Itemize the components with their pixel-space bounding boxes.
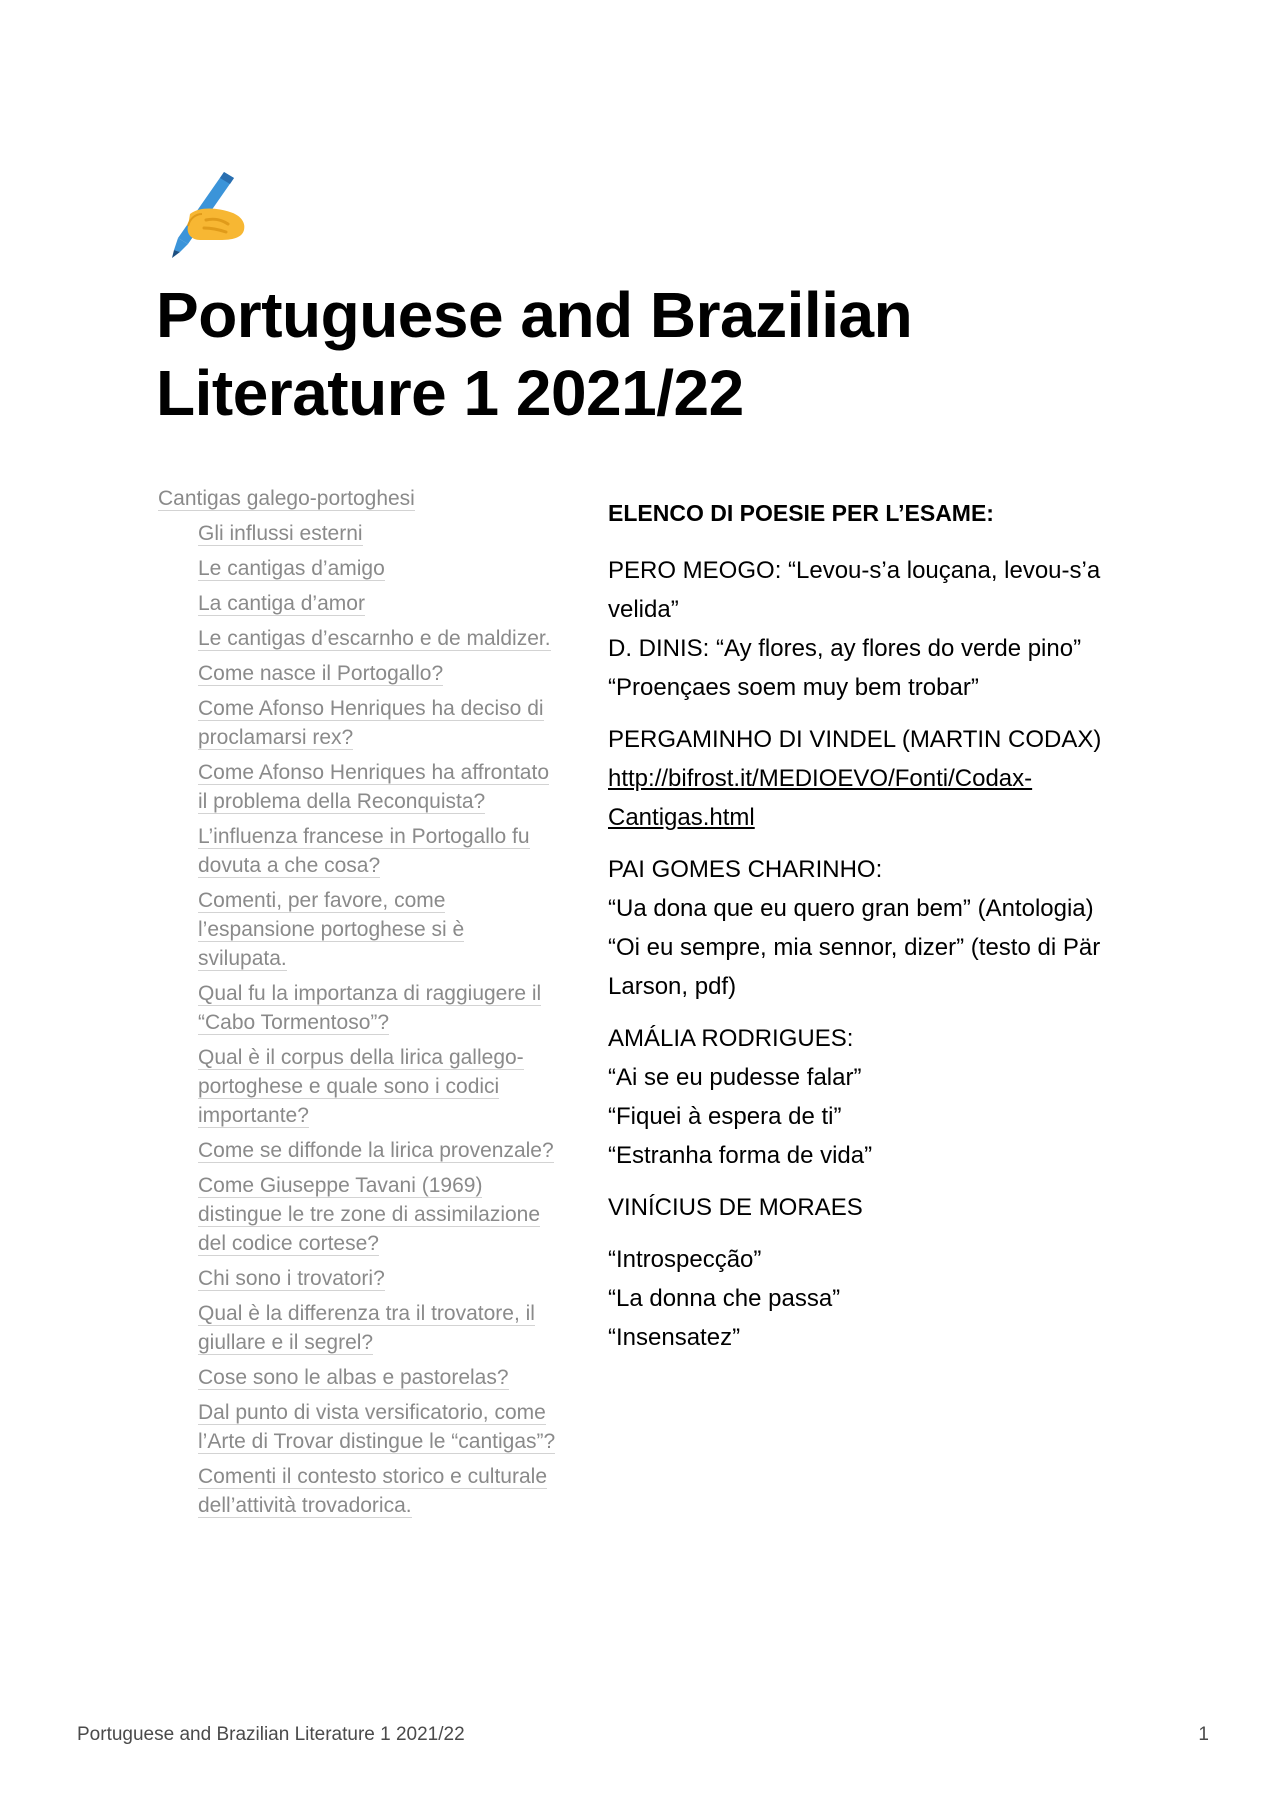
toc-link[interactable]: Come nasce il Portogallo? [198,662,444,685]
poem-block-vinicius [608,1240,1128,1357]
toc-link[interactable]: L’influenza francese in Portogallo fu dovuta a che cosa? [198,825,530,877]
poem-entry: VINÍCIUS DE MORAES [608,1194,863,1221]
poem-entry: AMÁLIA RODRIGUES: [608,1025,854,1052]
poem-entry: “Insensatez” [608,1324,741,1351]
toc-link[interactable]: Come Giuseppe Tavani (1969) distingue le tre zone di assimilazione del codice cortese? [198,1174,541,1255]
toc-link[interactable]: Dal punto di vista versificatorio, come l’Arte di Trovar distingue le “cantigas”? [198,1401,556,1453]
poem-entry: “Oi eu sempre, mia sennor, dizer” (testo di Pär Larson, pdf) [608,934,1101,1000]
poem-entry: “Fiquei à espera de ti” [608,1103,842,1130]
page-title-line-2: Literature 1 2021/22 [156,357,744,429]
poem-block-pero-meogo-dinis [608,551,1128,707]
toc-link[interactable]: Le cantigas d’escarnho e de maldizer. [198,627,551,650]
toc-link[interactable]: Gli influssi esterni [198,522,363,545]
writing-hand-icon [160,168,250,258]
page-number: 1 [1198,1724,1209,1745]
toc-link[interactable]: Cose sono le albas e pastorelas? [198,1366,509,1389]
toc-link[interactable]: La cantiga d’amor [198,592,365,615]
toc-link-cantigas-galego-portoghesi[interactable]: Cantigas galego-portoghesi [158,487,415,510]
toc-link[interactable]: Come Afonso Henriques ha deciso di proclamarsi rex? [198,697,544,749]
poem-block-vindel [608,720,1128,837]
toc-link[interactable]: Comenti il contesto storico e culturale dell’attività trovadorica. [198,1465,547,1517]
toc-link[interactable]: Comenti, per favore, come l’espansione portoghese si è svilupata. [198,889,465,970]
poem-list [608,494,1128,1370]
toc-link[interactable]: Qual è il corpus della lirica gallego-portoghese e quale sono i codici importante? [198,1046,524,1127]
page-title [156,276,1156,432]
poem-entry: “Ai se eu pudesse falar” [608,1064,862,1091]
footer-title: Portuguese and Brazilian Literature 1 2021/22 [77,1724,465,1745]
poem-entry: “Proençaes soem muy bem trobar” [608,674,979,701]
poem-entry: “La donna che passa” [608,1285,841,1312]
poem-entry: PAI GOMES CHARINHO: [608,856,883,883]
codax-cantigas-link[interactable]: http://bifrost.it/MEDIOEVO/Fonti/Codax-Cantigas.html [608,765,1033,831]
table-of-contents [158,484,558,1526]
poem-entry: “Introspecção” [608,1246,762,1273]
toc-link[interactable]: Qual fu la importanza di raggiugere il “Cabo Tormentoso”? [198,982,542,1034]
toc-link[interactable]: Come se diffonde la lirica provenzale? [198,1139,554,1162]
poem-block-amalia [608,1019,1128,1175]
poem-entry: PERO MEOGO: “Levou-s’a louçana, levou-s’a velida” [608,557,1101,623]
toc-link[interactable]: Le cantigas d’amigo [198,557,385,580]
poem-entry: D. DINIS: “Ay flores, ay flores do verde pino” [608,635,1082,662]
toc-link[interactable]: Come Afonso Henriques ha affrontato il problema della Reconquista? [198,761,550,813]
poem-entry: “Estranha forma de vida” [608,1142,873,1169]
poem-block-charinho [608,850,1128,1006]
toc-link[interactable]: Chi sono i trovatori? [198,1267,385,1290]
toc-link[interactable]: Qual è la differenza tra il trovatore, il giullare e il segrel? [198,1302,535,1354]
section-heading: ELENCO DI POESIE PER L’ESAME: [608,500,994,526]
poem-entry: PERGAMINHO DI VINDEL (MARTIN CODAX) [608,726,1102,753]
poem-block-vinicius-heading [608,1188,1128,1227]
poem-entry: “Ua dona que eu quero gran bem” (Antologia) [608,895,1094,922]
page-title-line-1: Portuguese and Brazilian [156,279,913,351]
